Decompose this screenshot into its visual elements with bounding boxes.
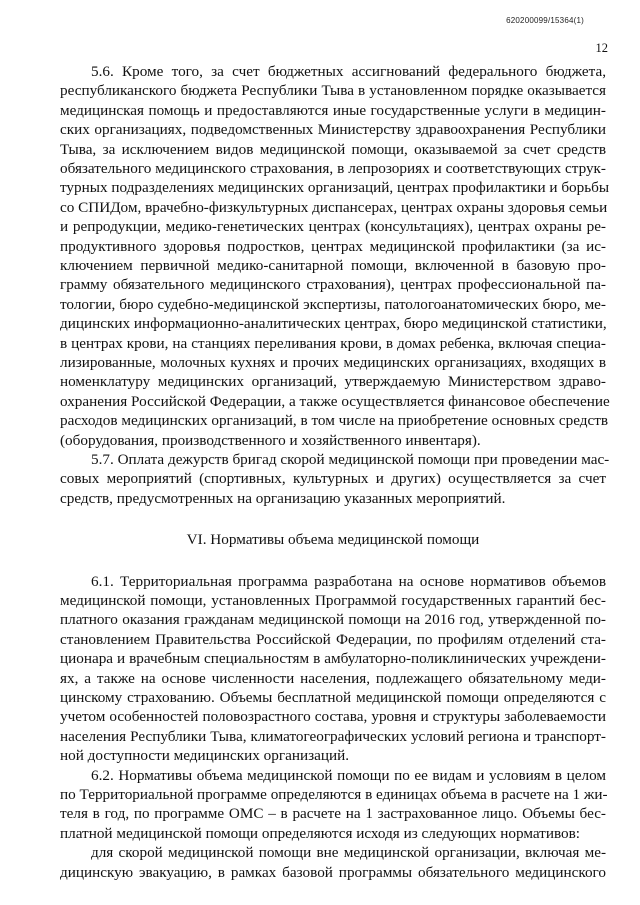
text-line: совых мероприятий (спортивных, культурных и других) осуществляется за счет: [60, 470, 606, 488]
text-line: 5.6. Кроме того, за счет бюджетных ассигнований федерального бюджета,: [91, 63, 606, 80]
text-line: номенклатуру медицинских организаций, утверждаемую Министерством здраво-: [60, 373, 606, 391]
text-line: обязательного медицинского страхования, в лепрозориях и соответствующих струк-: [60, 160, 606, 177]
text-line: платной медицинской помощи определяются исходя из следующих нормативов:: [60, 824, 580, 842]
text-line: 6.2. Нормативы объема медицинской помощи по ее видам и условиям в целом: [91, 766, 606, 784]
text-line: ной доступности медицинских организаций.: [60, 747, 350, 765]
text-line: дицинскую эвакуацию, в рамках базовой программы обязательного медицинского: [60, 863, 606, 881]
document-number: 620200099/15364(1): [506, 16, 584, 25]
text-line: Тыва, за исключением видов медицинской помощи, оказываемой за счет средств: [60, 140, 606, 158]
text-line: по Территориальной программе определяются в единицах объема в расчете на 1 жи-: [60, 786, 608, 803]
text-line: 5.7. Оплата дежурств бригад скорой медицинской помощи при проведении мас-: [91, 451, 610, 468]
text-line: медицинской помощи, установленных Программой государственных гарантий бес-: [60, 592, 606, 609]
text-line: турных подразделениях медицинских организаций, центрах профилактики и борьбы: [60, 179, 610, 197]
text-line: продуктивного здоровья подростков, центрах медицинской профилактики (за ис-: [60, 237, 606, 255]
text-line: дицинских информационно-аналитических центрах, бюро медицинской статистики,: [60, 315, 607, 333]
text-line: лизированные, молочных кухнях и прочих медицинских организациях, входящих в: [60, 354, 606, 371]
text-line: тологии, бюро судебно-медицинской экспертизы, патологоанатомических бюро, ме-: [60, 295, 606, 313]
text-line: охранения Российской Федерации, а также осуществляется финансовое обеспечение: [60, 392, 610, 410]
page-number: 12: [595, 41, 608, 55]
text-line: учетом особенностей половозрастного состава, уровня и структуры заболеваемости: [60, 708, 606, 726]
text-line: (оборудования, производственного и хозяйственного инвентаря).: [60, 431, 481, 449]
text-line: становлением Правительства Российской Федерации, по профилям отделений ста-: [60, 630, 606, 648]
text-line: платного оказания гражданам медицинской помощи на 2016 год, утвержденной по-: [60, 611, 606, 629]
text-line: цинскому страхованию. Объемы бесплатной медицинской помощи определяются с: [60, 689, 606, 706]
text-line: ях, а также на основе численности населения, подлежащего обязательному меди-: [60, 669, 606, 687]
text-line: ключением первичной медико-санитарной помощи, включенной в базовую про-: [60, 257, 606, 274]
text-line: средств, предусмотренных на организацию указанных мероприятий.: [60, 489, 506, 507]
text-line: ских организациях, подведомственных Министерству здравоохранения Республики: [60, 121, 606, 139]
text-line: населения Республики Тыва, климатогеографических условий региона и транспорт-: [60, 727, 606, 745]
text-line: расходов медицинских организаций, в том числе на приобретение основных средств: [60, 412, 609, 430]
text-line: 6.1. Территориальная программа разработана на основе нормативов объемов: [91, 572, 606, 590]
text-line: теля в год, по программе ОМС – в расчете на 1 застрахованное лицо. Объемы бес-: [60, 805, 606, 823]
text-line: республиканского бюджета Республики Тыва в установленном порядке оказывается: [60, 82, 606, 100]
section-heading: VI. Нормативы объема медицинской помощи: [186, 531, 480, 549]
text-line: медицинская помощь и предоставляются иные государственные услуги в медицин-: [60, 101, 606, 119]
text-line: грамму обязательного медицинского страхования), центрах профессиональной па-: [60, 276, 606, 294]
text-line: и репродукции, медико-генетических центрах (консультациях), центрах охраны ре-: [60, 218, 606, 236]
text-line: со СПИДом, врачебно-физкультурных диспансерах, центрах охраны здоровья семьи: [60, 198, 608, 216]
text-line: ционара и врачебным специальностям в амбулаторно-поликлинических учреждени-: [60, 650, 606, 668]
text-line: для скорой медицинской помощи вне медицинской организации, включая ме-: [91, 844, 606, 862]
text-line: в центрах крови, на станциях переливания крови, в домах ребенка, включая специа-: [60, 334, 606, 352]
